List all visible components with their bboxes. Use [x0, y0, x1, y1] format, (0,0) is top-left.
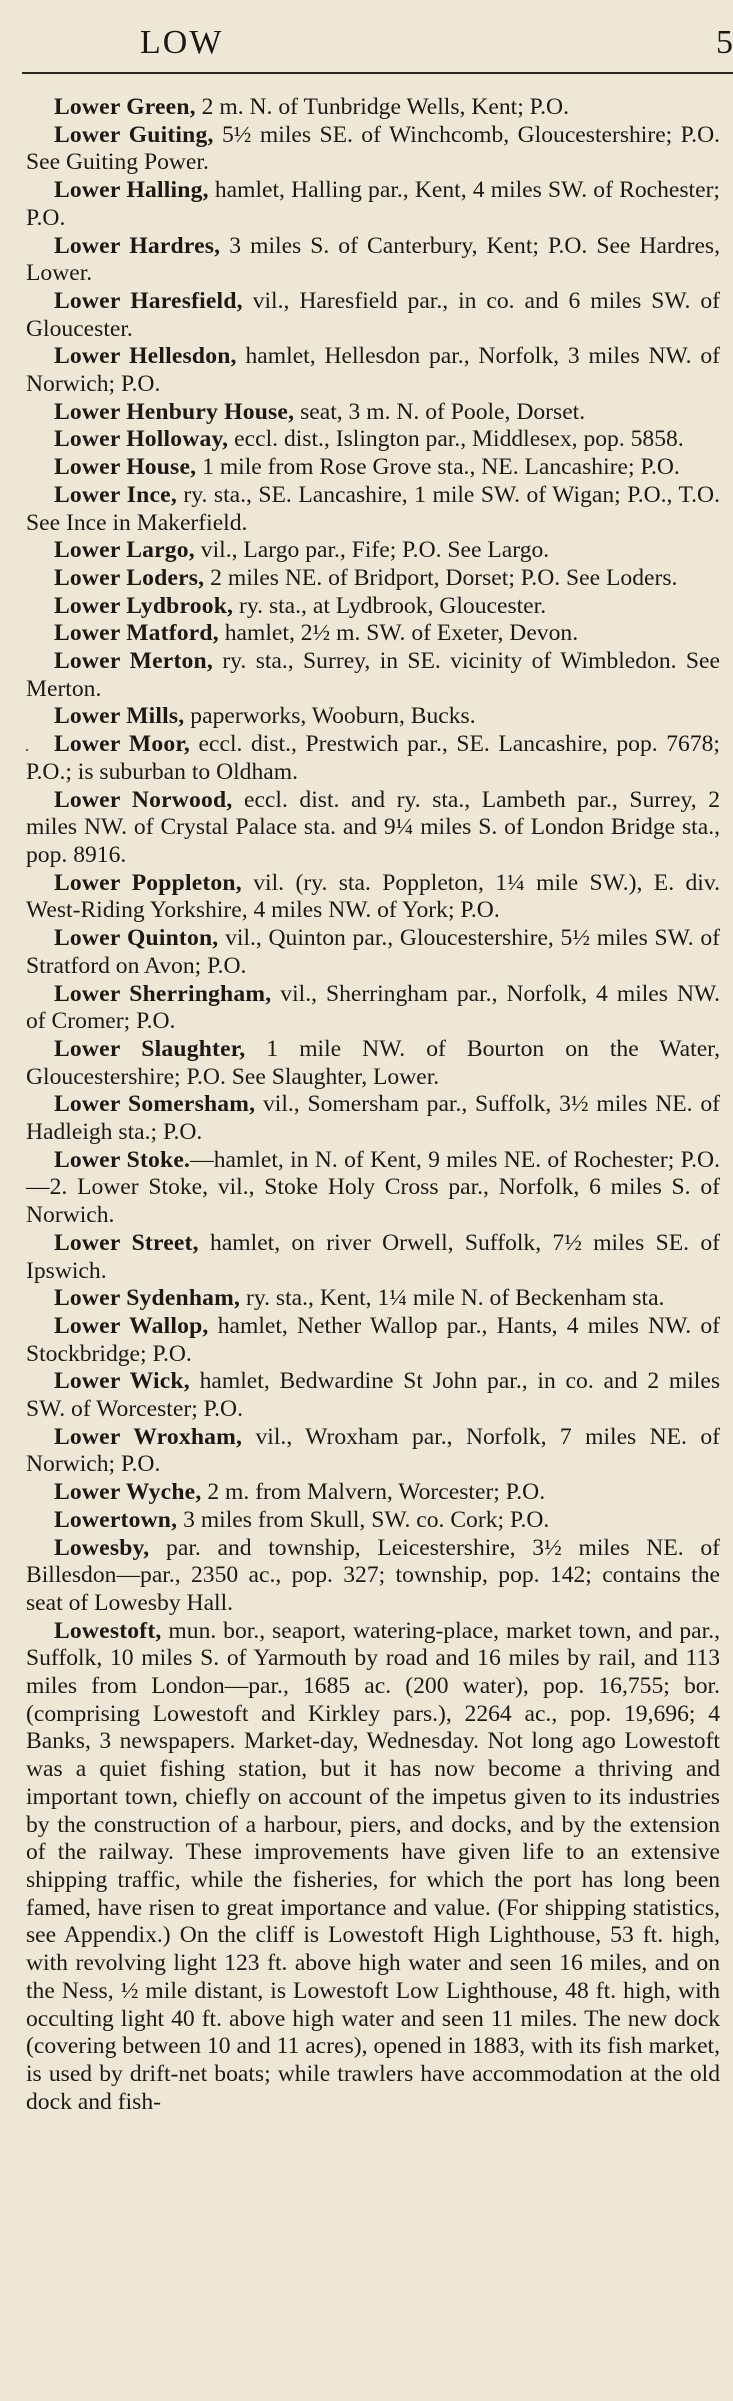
entry-body: 2 m. from Malvern, Worcester; P.O. [201, 1479, 546, 1506]
running-head [22, 14, 733, 70]
gazetteer-entries [26, 94, 720, 2116]
entry-body: par. and township, Leicestershire, 3½ miles NE. of Billesdon—par., 2350 ac., pop. 327; township, pop. 142; contains the seat of Lowesby Hall. [26, 1534, 720, 1616]
entry [26, 787, 720, 870]
entry-headword: Lower House, [54, 454, 197, 481]
entry-body: hamlet, 2½ m. SW. of Exeter, Devon. [218, 620, 579, 647]
entry-body: mun. bor., seaport, watering-place, market town, and par., Suffolk, 10 miles S. of Yarmouth by road and 16 miles by rail, and 113 miles from London—par., 1685 ac. (200 water), pop. 16,755; bor. (comprising Lowestoft and Kirkley pars.), 2264 ac., pop. 19,696; 4 Banks, 3 newspapers. Market-day, Wednesday. Not long ago Lowestoft was a quiet fishing station, but it has now become a thriving and important town, chiefly on account of the impetus given to its industries by the construction of a harbour, piers, and docks, and by the extension of the railway. These improvements have given life to an extensive shipping traffic, while the fisheries, for which the port has long been famed, have risen to great importance and value. (For shipping statistics, see Appendix.) On the cliff is Lowestoft High Lighthouse, 53 ft. high, with revolving light 123 ft. above high water and seen 16 miles, and on the Ness, ½ mile distant, is Lowestoft Low Lighthouse, 48 ft. high, with occulting light 40 ft. above high water and seen 11 miles. The new dock (covering between 10 and 11 acres), opened in 1883, with its fish market, is used by drift-net boats; while trawlers have accommodation at the old dock and fish- [26, 1617, 720, 2115]
entry-body: paperworks, Wooburn, Bucks. [184, 703, 476, 730]
page-title: LOW [140, 24, 224, 61]
entry-headword: Lower Lydbrook, [54, 592, 234, 619]
entry-body: 5½ miles SE. of Winchcomb, Gloucestershire; P.O. See Guiting Power. [26, 121, 721, 176]
entry-headword: Lower Wyche, [54, 1479, 202, 1506]
entry [26, 1230, 720, 1285]
entry-headword: Lowertown, [54, 1506, 178, 1533]
entry [26, 1479, 720, 1507]
entry-headword: Lower Hellesdon, [54, 343, 237, 370]
entry [26, 1147, 720, 1230]
entry-body: 1 mile from Rose Grove sta., NE. Lancashire; P.O. [196, 454, 680, 481]
entry-headword: Lower Holloway, [54, 426, 229, 453]
entry-body: vil. (ry. sta. Poppleton, 1¼ mile SW.), E. div. West-Riding Yorkshire, 4 miles NW. of York; P.O. [26, 869, 721, 924]
entry-headword: Lower Quinton, [54, 925, 219, 952]
entry-headword: Lower Loders, [54, 564, 205, 591]
entry-headword: Lower Ince, [54, 481, 177, 508]
entry [26, 870, 720, 925]
entry-headword: Lower Moor, [54, 731, 190, 758]
entry-body: 3 miles S. of Canterbury, Kent; P.O. See Hardres, Lower. [26, 232, 720, 287]
entry-body: vil., Quinton par., Gloucestershire, 5½ miles SW. of Stratford on Avon; P.O. [26, 925, 720, 979]
entry [26, 537, 720, 565]
entry-headword: Lower Mills, [54, 703, 185, 730]
entry-headword: Lower Wroxham, [54, 1423, 243, 1450]
entry-headword: Lower Sydenham, [54, 1285, 241, 1312]
entry-body: vil., Sherringham par., Norfolk, 4 miles NW. of Cromer; P.O. [26, 980, 720, 1035]
entry-body: seat, 3 m. N. of Poole, Dorset. [294, 398, 586, 425]
entry-headword: Lowesby, [54, 1534, 150, 1561]
entry-body: vil., Somersham par., Suffolk, 3½ miles NE. of Hadleigh sta.; P.O. [26, 1091, 720, 1146]
entry-headword: Lowestoft, [54, 1617, 162, 1644]
entry-headword: Lower Poppleton, [54, 869, 242, 896]
entry-body: 2 m. N. of Tunbridge Wells, Kent; P.O. [195, 94, 569, 120]
entry [26, 1424, 720, 1479]
entry [26, 1036, 720, 1091]
entry-headword: Lower Hardres, [54, 232, 221, 259]
entry-body: vil., Largo par., Fife; P.O. See Largo. [194, 537, 550, 564]
entry [26, 1313, 720, 1368]
entry-headword: Lower Wallop, [54, 1312, 209, 1339]
entry [26, 1618, 720, 2117]
entry-headword: Lower Green, [54, 94, 196, 120]
entry [26, 454, 720, 482]
entry [26, 1368, 720, 1423]
entry-body: eccl. dist. and ry. sta., Lambeth par., Surrey, 2 miles NW. of Crystal Palace sta. and 9¼ miles S. of London Bridge sta., pop. 8916. [26, 786, 721, 868]
entry-body: —hamlet, in N. of Kent, 9 miles NE. of Rochester; P.O.—2. Lower Stoke, vil., Stoke Holy Cross par., Norfolk, 6 miles S. of Norwich. [26, 1146, 720, 1229]
entry [26, 122, 720, 177]
entry [26, 94, 720, 122]
entry-headword: Lower Largo, [54, 537, 195, 564]
entry [26, 593, 720, 621]
entry [26, 565, 720, 593]
entry-body: hamlet, on river Orwell, Suffolk, 7½ miles SE. of Ipswich. [26, 1229, 721, 1284]
entry [26, 288, 720, 343]
entry [26, 233, 720, 288]
entry-body: 1 mile NW. of Bourton on the Water, Gloucestershire; P.O. See Slaughter, Lower. [26, 1035, 720, 1090]
entry-body: ry. sta., at Lydbrook, Gloucester. [233, 592, 547, 619]
entry-body: 2 miles NE. of Bridport, Dorset; P.O. See Loders. [204, 564, 678, 591]
entry [26, 482, 720, 537]
entry-body: hamlet, Halling par., Kent, 4 miles SW. of Rochester; P.O. [26, 177, 720, 231]
entry [26, 925, 720, 980]
header-rule [22, 72, 733, 74]
entry-headword: Lower Norwood, [54, 786, 233, 813]
entry [26, 1285, 720, 1313]
entry-body: hamlet, Hellesdon par., Norfolk, 3 miles NW. of Norwich; P.O. [26, 343, 721, 398]
entry [26, 703, 720, 731]
entry [26, 1091, 720, 1146]
print-mark: · [24, 740, 30, 760]
entry-headword: Lower Somersham, [54, 1091, 256, 1118]
entry-body: ry. sta., SE. Lancashire, 1 mile SW. of Wigan; P.O., T.O. See Ince in Makerfield. [26, 481, 720, 536]
entry [26, 177, 720, 232]
entry [26, 1507, 720, 1535]
entry-headword: Lower Slaughter, [54, 1035, 246, 1062]
entry-headword: Lower Sherringham, [54, 980, 272, 1007]
entry-headword: Lower Wick, [54, 1368, 190, 1395]
entry-body: hamlet, Bedwardine St John par., in co. and 2 miles SW. of Worcester; P.O. [26, 1368, 721, 1423]
entry-body: ry. sta., Kent, 1¼ mile N. of Beckenham sta. [240, 1285, 665, 1312]
entry-headword: Lower Stoke. [54, 1146, 191, 1173]
entry-body: vil., Wroxham par., Norfolk, 7 miles NE. of Norwich; P.O. [26, 1423, 720, 1478]
page-number: 5 [716, 24, 733, 61]
entry-headword: Lower Haresfield, [54, 287, 243, 314]
entry [26, 343, 720, 398]
entry-body: 3 miles from Skull, SW. co. Cork; P.O. [177, 1506, 550, 1533]
entry-headword: Lower Henbury House, [54, 398, 295, 425]
entry-body: hamlet, Nether Wallop par., Hants, 4 miles NW. of Stockbridge; P.O. [26, 1312, 720, 1367]
entry [26, 981, 720, 1036]
entry [26, 648, 720, 703]
entry [26, 1535, 720, 1618]
entry-headword: Lower Matford, [54, 620, 219, 647]
entry [26, 620, 720, 648]
entry-headword: Lower Merton, [54, 648, 213, 675]
entry [26, 426, 720, 454]
entry-body: eccl. dist., Prestwich par., SE. Lancashire, pop. 7678; P.O.; is suburban to Oldham. [26, 731, 720, 785]
entry-headword: Lower Street, [54, 1229, 199, 1256]
entry-headword: Lower Halling, [54, 177, 209, 204]
entry-body: eccl. dist., Islington par., Middlesex, pop. 5858. [228, 426, 684, 453]
entry-headword: Lower Guiting, [54, 121, 214, 148]
entry-body: ry. sta., Surrey, in SE. vicinity of Wimbledon. See Merton. [26, 648, 720, 702]
entry-body: vil., Haresfield par., in co. and 6 miles SW. of Gloucester. [26, 287, 721, 342]
entry [26, 731, 720, 786]
entry [26, 399, 720, 427]
